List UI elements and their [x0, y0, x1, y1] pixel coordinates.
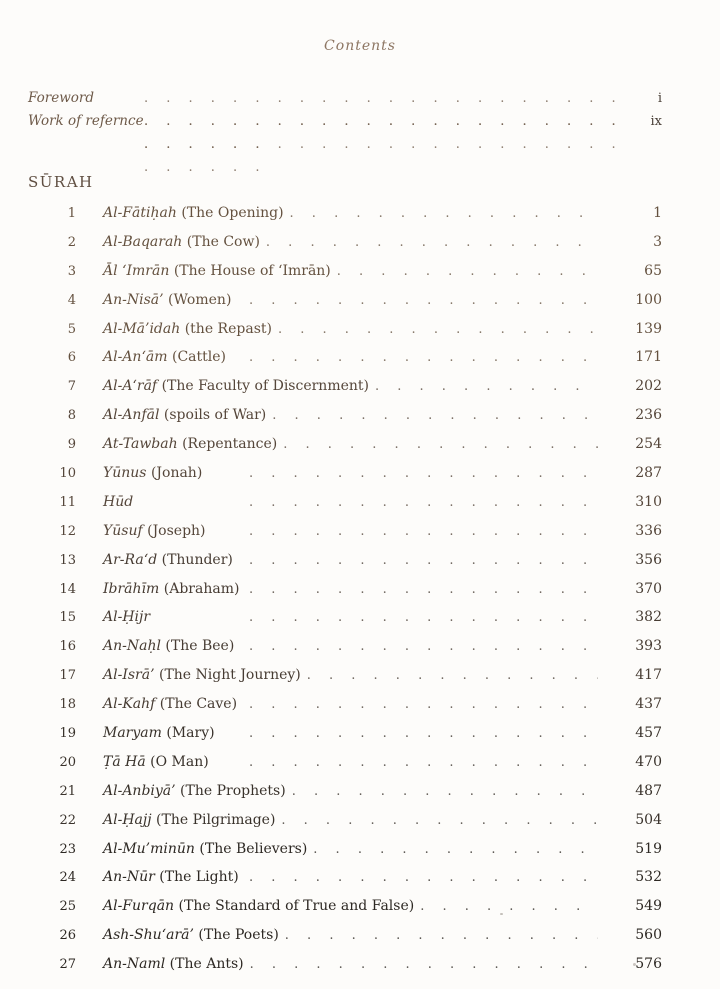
surah-translation: (Women)	[168, 291, 232, 308]
surah-translation: (O Man)	[150, 753, 209, 770]
toc-entry	[28, 603, 662, 632]
toc-entry	[28, 315, 662, 344]
surah-name: Al-Kahf	[103, 696, 156, 713]
front-matter-list	[28, 87, 662, 133]
surah-name: Ar-Ra‘d	[103, 551, 158, 568]
page-title: Contents	[324, 38, 396, 54]
dot-leader	[292, 777, 598, 807]
surah-name: Al-Furqān	[103, 898, 175, 915]
surah-number: 16	[59, 639, 76, 655]
page-number: 370	[635, 580, 662, 597]
surah-title	[103, 257, 331, 286]
dot-leader	[281, 806, 598, 836]
dot-leader	[313, 835, 598, 865]
surah-title	[103, 863, 243, 892]
surah-translation: (The Cave)	[159, 696, 238, 713]
surah-translation: (Cattle)	[171, 349, 226, 366]
surah-number: 13	[59, 552, 76, 568]
dot-leader	[249, 719, 598, 749]
surah-title	[103, 603, 243, 632]
surah-translation: (The Night Journey)	[158, 667, 301, 684]
surah-number: 20	[59, 754, 76, 770]
page-number: 336	[635, 522, 662, 539]
dot-leader	[249, 748, 598, 778]
toc-entry	[28, 401, 662, 430]
toc-entry	[28, 950, 662, 979]
surah-name: An-Naml	[103, 956, 166, 973]
surah-title	[103, 806, 275, 835]
page-number: 470	[635, 753, 662, 770]
surah-number: 12	[59, 523, 76, 539]
surah-title	[103, 690, 243, 719]
surah-title	[103, 748, 243, 777]
surah-title	[103, 892, 414, 921]
toc-entry	[28, 748, 662, 777]
dot-leader	[283, 430, 598, 460]
page-number: 519	[635, 840, 662, 857]
surah-name: At-Tawbah	[103, 436, 178, 453]
surah-translation: (The House of ‘Imrān)	[173, 262, 331, 279]
front-matter-row	[28, 110, 662, 133]
surah-name: Al-Fātiḥah	[103, 205, 177, 221]
page-number: 532	[635, 869, 662, 886]
dot-leader	[249, 546, 598, 576]
page-number: 393	[635, 638, 662, 655]
dot-leader	[420, 892, 598, 922]
surah-number: 27	[59, 957, 76, 973]
surah-title	[103, 835, 307, 864]
toc-entry	[28, 430, 662, 459]
surah-number: 1	[67, 206, 76, 221]
surah-number: 23	[59, 841, 76, 857]
surah-translation: (Repentance)	[182, 436, 278, 453]
surah-title	[103, 632, 243, 661]
surah-name: Al-Mā’idah	[103, 320, 181, 337]
toc-entry	[28, 228, 662, 257]
dot-leader	[249, 603, 598, 633]
toc-entry	[28, 488, 662, 517]
toc-entry	[28, 632, 662, 661]
surah-translation: (The Bee)	[165, 638, 235, 655]
toc-entry	[28, 257, 662, 286]
surah-title	[103, 315, 272, 344]
page-number: 576	[635, 956, 662, 973]
page-number: 65	[644, 262, 662, 279]
surah-number: 22	[59, 812, 76, 828]
surah-translation: (The Light)	[159, 869, 239, 886]
surah-name: Ash-Shu‘arā’	[103, 927, 194, 944]
dot-leader	[249, 575, 598, 605]
surah-name: Al-Ḥajj	[103, 811, 152, 828]
dot-leader	[278, 315, 598, 345]
surah-number: 7	[67, 379, 76, 395]
toc-entry-list	[28, 199, 662, 979]
surah-name: Al-Ḥijr	[103, 609, 151, 626]
surah-title	[103, 777, 286, 806]
page-number: 457	[635, 725, 662, 742]
surah-translation: (the Repast)	[184, 320, 272, 337]
toc-entry	[28, 892, 662, 921]
surah-name: Al-Anfāl	[103, 407, 160, 424]
dot-leader	[272, 401, 598, 431]
toc-entry	[28, 835, 662, 864]
surah-name: Ṭā Hā	[103, 753, 146, 770]
surah-title	[103, 228, 260, 257]
dot-leader	[249, 343, 598, 373]
page-number: 236	[635, 407, 662, 424]
dot-leader	[249, 632, 598, 662]
dot-leader	[307, 661, 598, 691]
dot-leader	[375, 372, 598, 402]
toc-entry	[28, 806, 662, 835]
front-matter-label: Work of refernce	[28, 113, 144, 129]
surah-number: 18	[59, 697, 76, 713]
surah-number: 5	[67, 321, 76, 337]
toc-entry	[28, 661, 662, 690]
page-number: 254	[635, 436, 662, 453]
surah-title	[103, 286, 243, 315]
dot-leader	[249, 690, 598, 720]
page-number: 549	[635, 898, 662, 915]
surah-title	[103, 921, 279, 950]
surah-title	[103, 401, 266, 430]
surah-number: 2	[67, 234, 76, 250]
dot-leader	[290, 199, 598, 229]
page-number: 100	[635, 291, 662, 308]
surah-translation: (The Cow)	[186, 233, 260, 250]
page-number: ix	[650, 114, 662, 129]
surah-translation: (The Pilgrimage)	[156, 811, 276, 828]
surah-name: Al-Mu’minūn	[103, 840, 195, 857]
surah-number: 11	[59, 494, 76, 510]
scan-speck	[500, 913, 503, 915]
surah-number: 26	[59, 928, 76, 944]
surah-title	[103, 719, 243, 748]
surah-title	[103, 488, 243, 517]
page-number: 171	[635, 349, 662, 366]
dot-leader	[337, 257, 598, 287]
toc-entry	[28, 459, 662, 488]
surah-name: Al-A‘rāf	[103, 378, 158, 395]
surah-number: 6	[67, 350, 76, 366]
surah-name: An-Naḥl	[103, 638, 161, 655]
surah-name: Āl ‘Imrān	[103, 262, 170, 279]
dot-leader	[250, 950, 598, 980]
surah-name: An-Nūr	[103, 869, 155, 886]
surah-title	[103, 950, 244, 979]
surah-title	[103, 343, 243, 372]
surah-name: Al-Baqarah	[103, 233, 183, 250]
surah-name: Yūsuf	[103, 522, 143, 539]
toc-entry	[28, 372, 662, 401]
surah-title	[103, 430, 277, 459]
dot-leader	[285, 921, 598, 951]
surah-number: 17	[59, 668, 76, 684]
page-number: 504	[635, 811, 662, 828]
page-number: 287	[635, 465, 662, 482]
toc-entry	[28, 199, 662, 228]
surah-title	[103, 199, 284, 228]
page-number: 417	[635, 667, 662, 684]
dot-leader	[249, 517, 598, 547]
surah-translation: (The Believers)	[199, 840, 308, 857]
page-number: 310	[635, 493, 662, 510]
toc-entry	[28, 719, 662, 748]
surah-translation: (Abraham)	[163, 580, 240, 597]
surah-name: Yūnus	[103, 465, 147, 482]
page-number: 3	[653, 233, 662, 250]
surah-translation: (Mary)	[166, 725, 215, 742]
toc-entry	[28, 690, 662, 719]
surah-number: 10	[59, 466, 76, 482]
page-number: 139	[635, 320, 662, 337]
surah-number: 15	[59, 610, 76, 626]
toc-entry	[28, 921, 662, 950]
surah-name: Al-An‘ām	[103, 349, 168, 366]
page-number: 382	[635, 609, 662, 626]
front-matter-label: Foreword	[28, 90, 94, 106]
toc-entry	[28, 546, 662, 575]
surah-title	[103, 372, 369, 401]
dot-leader	[249, 286, 598, 316]
surah-translation: (The Ants)	[169, 956, 244, 973]
surah-number: 14	[59, 581, 76, 597]
toc-entry	[28, 343, 662, 372]
surah-number: 19	[59, 726, 76, 742]
front-matter-row	[28, 87, 662, 110]
surah-name: Ibrāhīm	[103, 580, 160, 597]
page-number: 1	[653, 205, 662, 221]
surah-translation: (spoils of War)	[163, 407, 267, 424]
toc-entry	[28, 777, 662, 806]
dot-leader	[249, 488, 598, 518]
surah-translation: (The Opening)	[181, 205, 284, 221]
dot-leader	[249, 863, 598, 893]
surah-translation: (The Standard of True and False)	[178, 898, 415, 915]
page-number: 487	[635, 782, 662, 799]
dot-leader	[266, 228, 598, 258]
page-number: 356	[635, 551, 662, 568]
toc-entry	[28, 517, 662, 546]
surah-title	[103, 546, 243, 575]
page-number: 202	[635, 378, 662, 395]
surah-translation: (The Faculty of Discernment)	[161, 378, 369, 395]
surah-title	[103, 575, 243, 604]
surah-translation: (Thunder)	[161, 551, 233, 568]
surah-name: Maryam	[103, 725, 162, 742]
scan-speck	[633, 963, 636, 966]
surah-number: 4	[67, 292, 76, 308]
surah-name: An-Nisā’	[103, 291, 164, 308]
toc-entry	[28, 286, 662, 315]
page-number: i	[657, 91, 662, 106]
dot-leader	[144, 110, 634, 179]
surah-translation: (The Poets)	[198, 927, 279, 944]
toc-entry	[28, 863, 662, 892]
section-heading: SŪRAH	[28, 173, 94, 191]
surah-number: 8	[67, 408, 76, 424]
surah-translation: (Joseph)	[147, 522, 206, 539]
toc-entry	[28, 575, 662, 604]
surah-name: Al-Isrā’	[103, 667, 155, 684]
surah-title	[103, 517, 243, 546]
surah-name: Hūd	[103, 493, 134, 510]
surah-translation: (The Prophets)	[180, 782, 286, 799]
surah-title	[103, 661, 301, 690]
surah-number: 9	[67, 437, 76, 453]
surah-title	[103, 459, 243, 488]
surah-translation: (Jonah)	[150, 465, 203, 482]
surah-name: Al-Anbiyā’	[103, 782, 176, 799]
surah-number: 25	[59, 899, 76, 915]
surah-number: 24	[59, 870, 76, 886]
surah-number: 3	[67, 263, 76, 279]
surah-number: 21	[59, 783, 76, 799]
page-number: 560	[635, 927, 662, 944]
dot-leader	[249, 459, 598, 489]
page-number: 437	[635, 696, 662, 713]
